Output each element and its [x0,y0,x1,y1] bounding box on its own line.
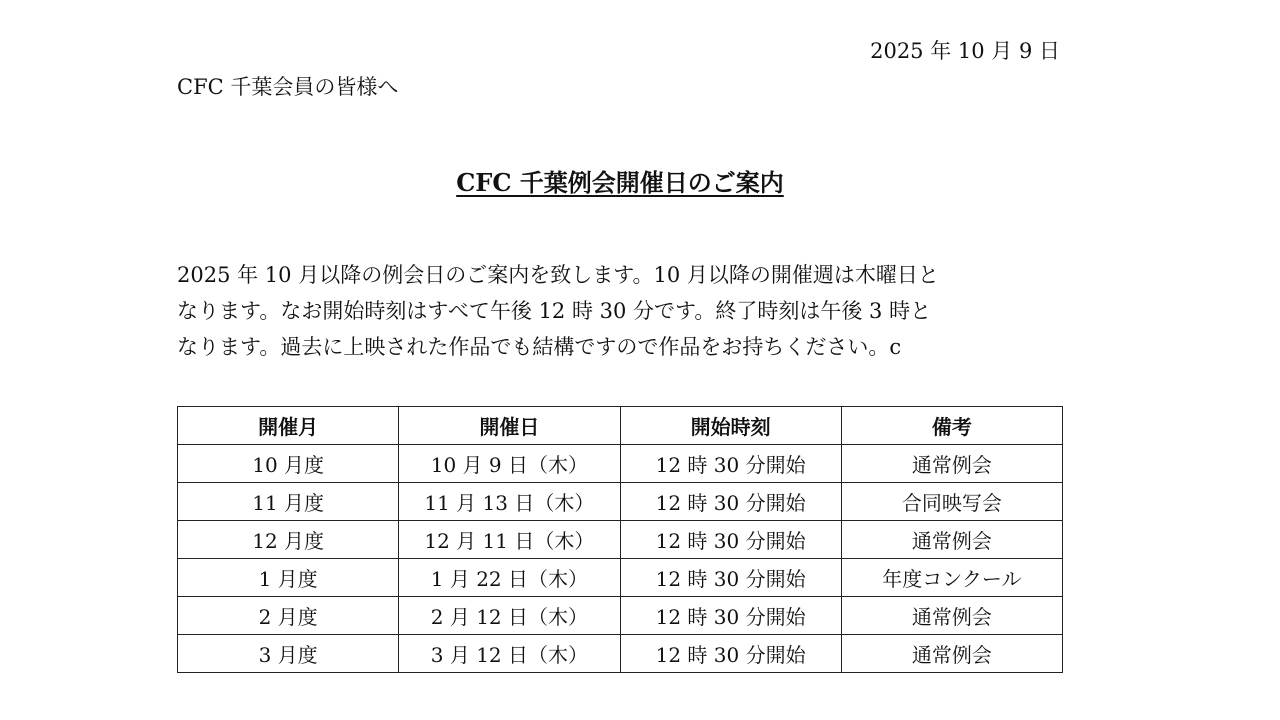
table-row [178,559,1063,597]
body-line-1: 2025 年 10 月以降の例会日のご案内を致します。10 月以降の開催週は木曜日と [177,263,939,287]
cell-month: 3 月度 [178,635,399,673]
cell-notes: 年度コンクール [841,559,1062,597]
cell-start-time: 12 時 30 分開始 [620,521,841,559]
table-row [178,483,1063,521]
header-month: 開催月 [178,407,399,445]
table-row [178,635,1063,673]
cell-month: 12 月度 [178,521,399,559]
cell-notes: 通常例会 [841,445,1062,483]
cell-month: 2 月度 [178,597,399,635]
table-header-row [178,407,1063,445]
cell-date: 12 月 11 日（木） [399,521,620,559]
cell-month: 11 月度 [178,483,399,521]
document-title-block [177,166,1063,200]
table-row [178,521,1063,559]
cell-date: 11 月 13 日（木） [399,483,620,521]
body-line-2: なります。なお開始時刻はすべて午後 12 時 30 分です。終了時刻は午後 3 時と [177,299,932,323]
document-body [177,257,1063,365]
cell-start-time: 12 時 30 分開始 [620,483,841,521]
header-start-time: 開始時刻 [620,407,841,445]
cell-notes: 通常例会 [841,635,1062,673]
cell-start-time: 12 時 30 分開始 [620,597,841,635]
table-row [178,445,1063,483]
cell-date: 3 月 12 日（木） [399,635,620,673]
cell-date: 2 月 12 日（木） [399,597,620,635]
cell-month: 10 月度 [178,445,399,483]
cell-month: 1 月度 [178,559,399,597]
cell-start-time: 12 時 30 分開始 [620,445,841,483]
cell-start-time: 12 時 30 分開始 [620,559,841,597]
cell-date: 1 月 22 日（木） [399,559,620,597]
cell-notes: 合同映写会 [841,483,1062,521]
header-date: 開催日 [399,407,620,445]
schedule-table [177,406,1063,673]
cell-start-time: 12 時 30 分開始 [620,635,841,673]
cell-notes: 通常例会 [841,521,1062,559]
document-recipient: CFC 千葉会員の皆様へ [177,75,399,99]
document-date: 2025 年 10 月 9 日 [870,39,1060,63]
document-title: CFC 千葉例会開催日のご案内 [456,168,784,197]
table-row [178,597,1063,635]
cell-date: 10 月 9 日（木） [399,445,620,483]
cell-notes: 通常例会 [841,597,1062,635]
body-line-3: なります。過去に上映された作品でも結構ですので作品をお持ちください。c [177,335,902,359]
header-notes: 備考 [841,407,1062,445]
